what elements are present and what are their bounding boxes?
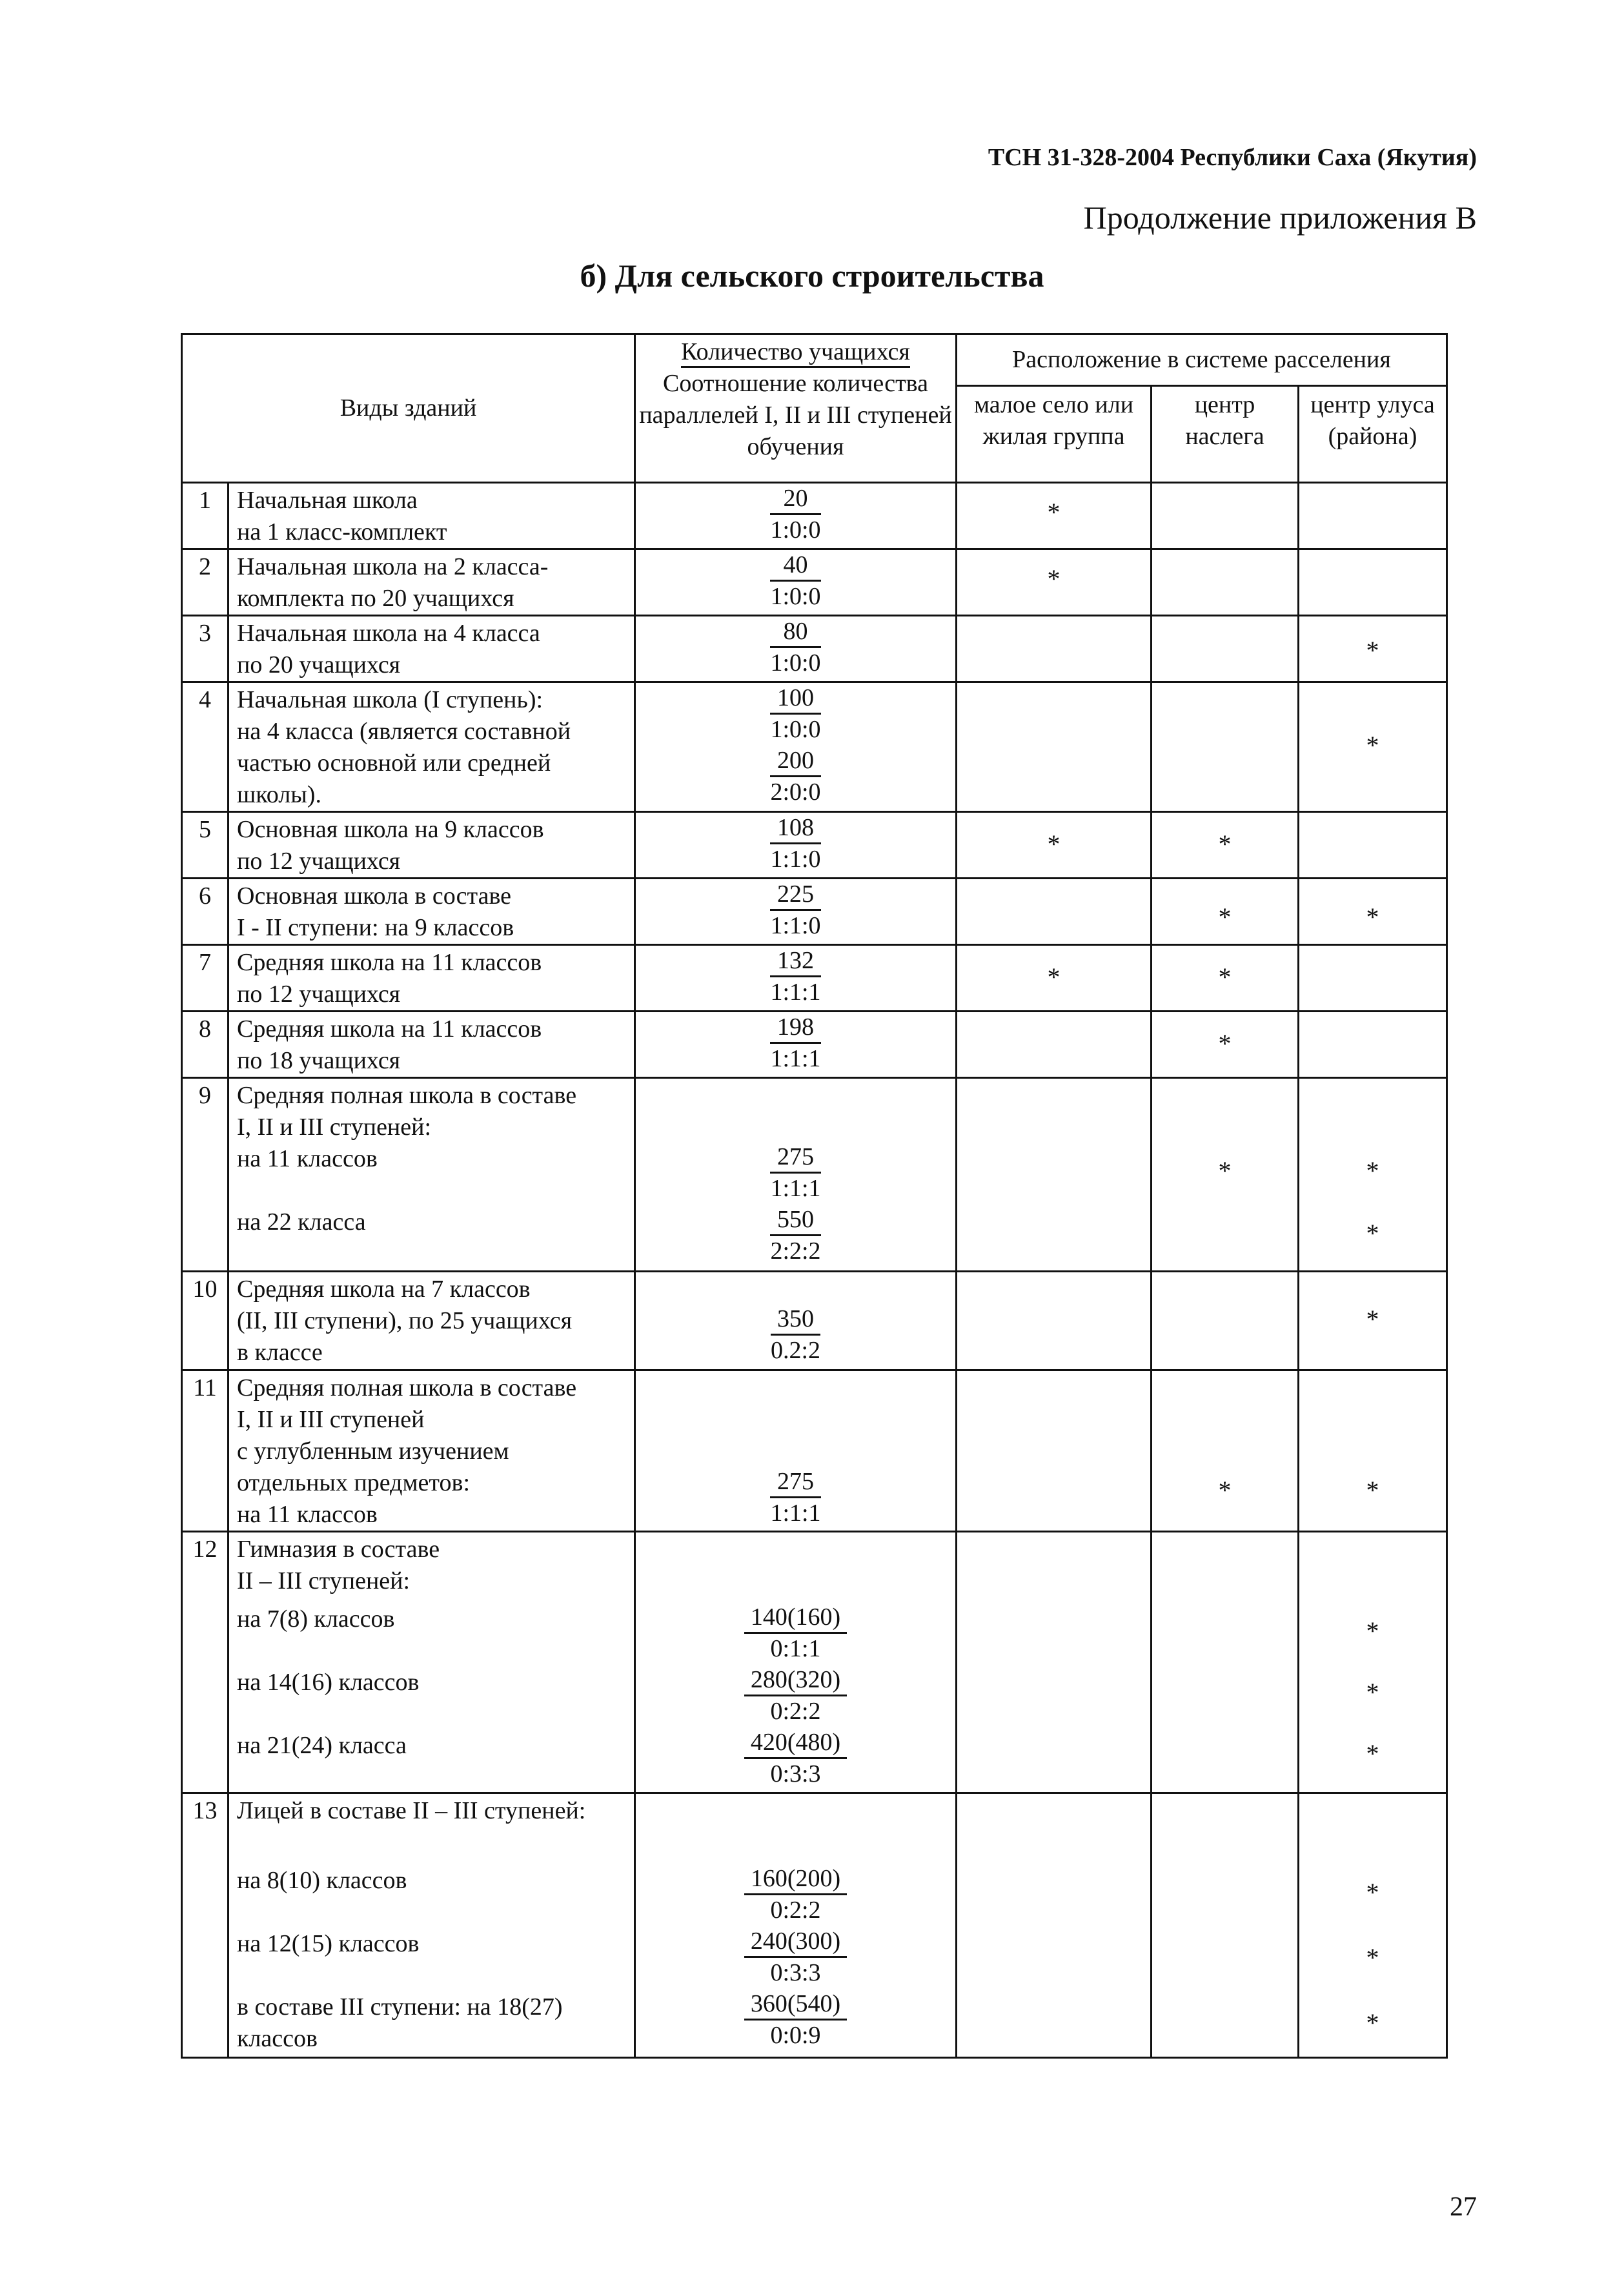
student-count: $\frac{198}{1:1:1}$ — [635, 1012, 957, 1078]
header-student-count — [635, 334, 957, 483]
row-number: 1 — [182, 483, 228, 549]
row-title: Начальная школа на 1 класс-комплект — [228, 483, 635, 549]
row-title: Средняя школа на 7 классов (II, III ступени), по 25 учащихся в классе — [228, 1272, 635, 1370]
student-count: $\frac{225}{1:1:0}$ — [635, 879, 957, 945]
row-number: 9 — [182, 1078, 228, 1272]
nasleg-mark: * — [1152, 1012, 1299, 1078]
student-count: $\frac{80}{1:0:0}$ — [635, 616, 957, 682]
row-number: 5 — [182, 812, 228, 879]
row-title: Средняя школа на 11 классов по 12 учащихся — [228, 945, 635, 1012]
row-number: 10 — [182, 1272, 228, 1370]
nasleg-mark — [1152, 483, 1299, 549]
table-row — [182, 483, 1447, 549]
small-village-mark — [957, 879, 1152, 945]
header-location: Расположение в системе расселения — [957, 334, 1447, 386]
nasleg-mark: * — [1152, 879, 1299, 945]
table-row — [182, 945, 1447, 1012]
small-village-mark: * — [957, 549, 1152, 616]
small-village-mark — [957, 1012, 1152, 1078]
student-count: $\frac{275}{1:1:1}$ $\frac{550}{2:2:2}$ — [635, 1078, 957, 1272]
small-village-mark — [957, 1370, 1152, 1532]
ulus-mark: * * * — [1299, 1532, 1447, 1793]
table-row — [182, 1793, 1447, 2058]
table-row — [182, 1012, 1447, 1078]
small-village-mark — [957, 1272, 1152, 1370]
ulus-mark — [1299, 812, 1447, 879]
ulus-mark: * — [1299, 1272, 1447, 1370]
student-count: $\frac{40}{1:0:0}$ — [635, 549, 957, 616]
student-count: $\frac{20}{1:0:0}$ — [635, 483, 957, 549]
row-number: 4 — [182, 682, 228, 812]
student-count: $\frac{350}{0.2:2}$ — [635, 1272, 957, 1370]
ulus-mark: * * * — [1299, 1793, 1447, 2058]
row-title: Гимназия в составе II – III ступеней: на 7(8) классов на 14(16) классов на 21(24) класса — [228, 1532, 635, 1793]
table-row — [182, 1532, 1447, 1793]
table-row — [182, 549, 1447, 616]
student-count: $\frac{132}{1:1:1}$ — [635, 945, 957, 1012]
section-title: б) Для сельского строительства — [580, 258, 1044, 294]
ulus-mark: * — [1299, 1370, 1447, 1532]
small-village-mark: * — [957, 483, 1152, 549]
ulus-mark: * — [1299, 879, 1447, 945]
nasleg-mark: * — [1152, 1370, 1299, 1532]
nasleg-mark — [1152, 682, 1299, 812]
nasleg-mark: * — [1152, 1078, 1299, 1272]
student-count: $\frac{108}{1:1:0}$ — [635, 812, 957, 879]
row-number: 2 — [182, 549, 228, 616]
header-building-types: Виды зданий — [182, 334, 635, 483]
ulus-mark — [1299, 1012, 1447, 1078]
nasleg-mark: * — [1152, 945, 1299, 1012]
ulus-mark — [1299, 945, 1447, 1012]
row-title: Средняя школа на 11 классов по 18 учащихся — [228, 1012, 635, 1078]
ulus-mark: * * — [1299, 1078, 1447, 1272]
student-count: $\frac{275}{1:1:1}$ — [635, 1370, 957, 1532]
row-title: Основная школа на 9 классов по 12 учащихся — [228, 812, 635, 879]
small-village-mark: * — [957, 945, 1152, 1012]
small-village-mark — [957, 616, 1152, 682]
ulus-mark: * — [1299, 616, 1447, 682]
table-row — [182, 682, 1447, 812]
page-number: 27 — [1450, 2192, 1477, 2222]
table-row — [182, 879, 1447, 945]
student-count: $\frac{160(200)}{0:2:2}$ $\frac{240(300)}{0:3:3}$ $\frac{360(540)}{0:0:9}$ — [635, 1793, 957, 2058]
nasleg-mark — [1152, 1532, 1299, 1793]
row-title: Средняя полная школа в составе I, II и III ступеней с углубленным изучением отдельных предметов: на 11 классов — [228, 1370, 635, 1532]
header-nasleg-center: центр наслега — [1152, 386, 1299, 483]
header-count-top: Количество учащихся — [681, 338, 910, 368]
header-ulus-center: центр улуса (района) — [1299, 386, 1447, 483]
row-number: 7 — [182, 945, 228, 1012]
nasleg-mark — [1152, 616, 1299, 682]
row-title: Лицей в составе II – III ступеней: на 8(10) классов на 12(15) классов в составе III ступени: на 18(27) классов — [228, 1793, 635, 2058]
student-count: $\frac{100}{1:0:0}$ $\frac{200}{2:0:0}$ — [635, 682, 957, 812]
nasleg-mark — [1152, 549, 1299, 616]
appendix-continuation: Продолжение приложения В — [1083, 199, 1477, 236]
table-row — [182, 812, 1447, 879]
header-count-bottom: Соотношение количества параллелей I, II и III ступеней обучения — [639, 370, 952, 460]
table-row — [182, 1272, 1447, 1370]
ulus-mark — [1299, 549, 1447, 616]
schools-table — [181, 333, 1448, 2059]
row-number: 12 — [182, 1532, 228, 1793]
ulus-mark — [1299, 483, 1447, 549]
row-title: Начальная школа (I ступень): на 4 класса (является составной частью основной или средней школы). — [228, 682, 635, 812]
nasleg-mark: * — [1152, 812, 1299, 879]
small-village-mark: * — [957, 812, 1152, 879]
table-row — [182, 1370, 1447, 1532]
document-code: ТСН 31-328-2004 Республики Саха (Якутия) — [988, 144, 1477, 171]
row-number: 13 — [182, 1793, 228, 2058]
nasleg-mark — [1152, 1272, 1299, 1370]
row-title: Средняя полная школа в составе I, II и III ступеней: на 11 классов на 22 класса — [228, 1078, 635, 1272]
student-count: $\frac{140(160)}{0:1:1}$ $\frac{280(320)}{0:2:2}$ $\frac{420(480)}{0:3:3}$ — [635, 1532, 957, 1793]
row-number: 11 — [182, 1370, 228, 1532]
small-village-mark — [957, 682, 1152, 812]
row-number: 6 — [182, 879, 228, 945]
table-row — [182, 1078, 1447, 1272]
row-number: 8 — [182, 1012, 228, 1078]
header-small-village: малое село или жилая группа — [957, 386, 1152, 483]
row-number: 3 — [182, 616, 228, 682]
row-title: Начальная школа на 4 класса по 20 учащихся — [228, 616, 635, 682]
small-village-mark — [957, 1793, 1152, 2058]
small-village-mark — [957, 1078, 1152, 1272]
nasleg-mark — [1152, 1793, 1299, 2058]
ulus-mark: * — [1299, 682, 1447, 812]
row-title: Начальная школа на 2 класса- комплекта по 20 учащихся — [228, 549, 635, 616]
small-village-mark — [957, 1532, 1152, 1793]
row-title: Основная школа в составе I - II ступени: на 9 классов — [228, 879, 635, 945]
table-row — [182, 616, 1447, 682]
